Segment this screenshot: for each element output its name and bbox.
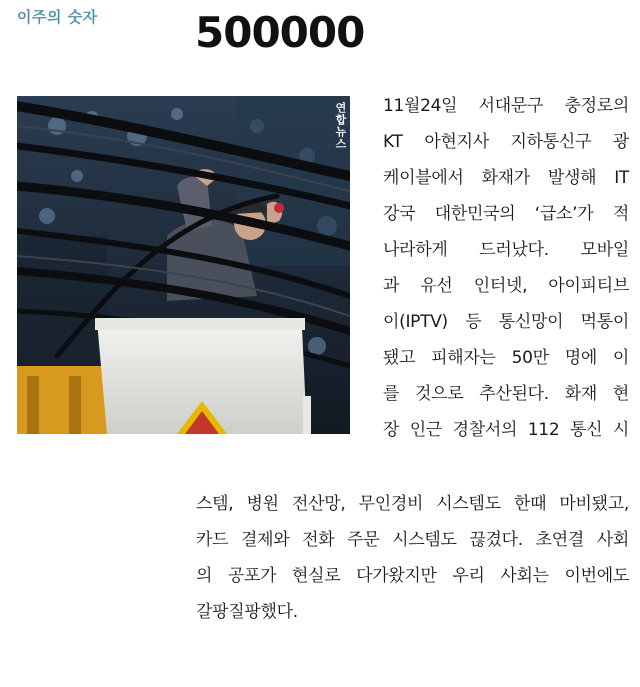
headline-number: 500000 <box>195 8 365 57</box>
article-body-full <box>196 486 629 630</box>
article-line: 카드 결제와 전화 주문 시스템도 끊겼다. 초연결 사회 <box>196 530 629 550</box>
article-line: 의 공포가 현실로 다가왔지만 우리 사회는 이번에도 <box>196 566 629 586</box>
article-line: 갈팡질팡했다. <box>196 602 298 622</box>
article-line: KT 아현지사 지하통신구 광 <box>383 132 629 152</box>
article-line: 케이블에서 화재가 발생해 IT <box>383 168 629 188</box>
article-line: 11월24일 서대문구 충정로의 <box>383 96 629 116</box>
article-line: 됐고 피해자는 50만 명에 이 <box>383 348 629 368</box>
article-line: 스템, 병원 전산망, 무인경비 시스템도 한때 마비됐고, <box>196 494 629 514</box>
section-label: 이주의 숫자 <box>17 8 98 26</box>
article-line: 과 유선 인터넷, 아이피티브 <box>383 276 629 296</box>
article-line: 나라하게 드러났다. 모바일 <box>383 240 629 260</box>
photo-credit: 연합뉴스 <box>334 102 347 150</box>
article-line: 이(IPTV) 등 통신망이 먹통이 <box>383 312 629 332</box>
article-body-side <box>383 88 629 448</box>
article-line: 강국 대한민국의 ‘급소’가 적 <box>383 204 629 224</box>
article-line: 장 인근 경찰서의 112 통신 시 <box>383 420 629 440</box>
article-line: 를 것으로 추산된다. 화재 현 <box>383 384 629 404</box>
article-photo <box>17 96 350 434</box>
telecom-worker-photo <box>17 96 350 434</box>
